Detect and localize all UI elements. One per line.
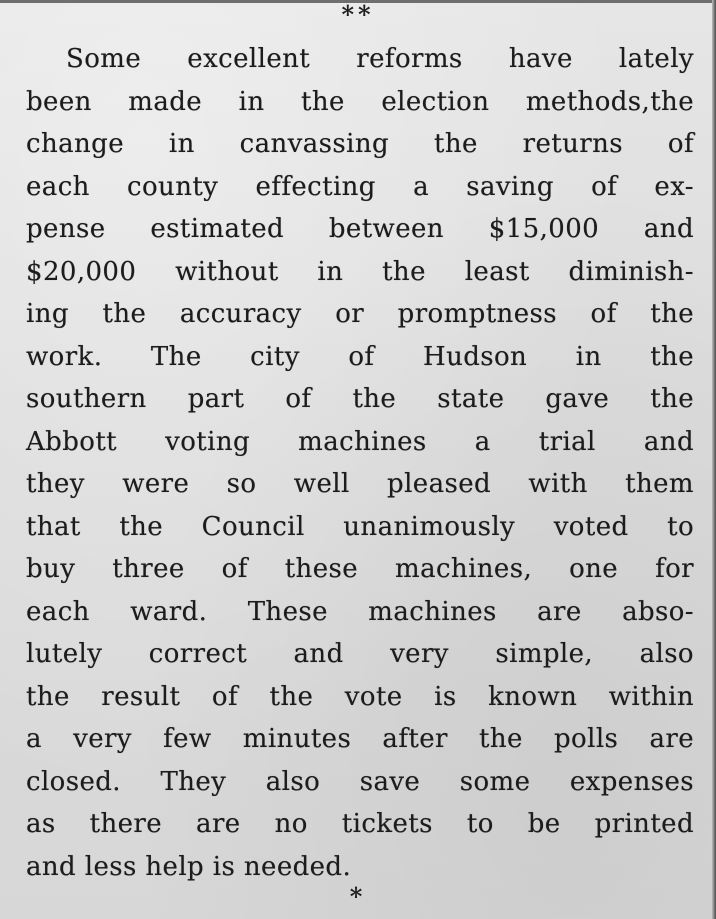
article-line: that the Council unanimously voted to bbox=[26, 511, 694, 542]
article-line-last: and less help is needed. bbox=[26, 851, 352, 882]
article-line: southern part of the state gave the bbox=[26, 384, 694, 414]
article-line: the result of the vote is known within bbox=[26, 681, 694, 712]
article-line: been made in the election methods,the bbox=[26, 86, 694, 117]
article-line: pense estimated between $15,000 and bbox=[26, 214, 694, 244]
article-line: buy three of these machines, one for bbox=[26, 554, 694, 584]
article-body bbox=[26, 38, 694, 888]
article-line: they were so well pleased with them bbox=[26, 469, 694, 499]
asterism-ornament-top: ** bbox=[341, 0, 375, 29]
article-line: closed. They also save some expenses bbox=[26, 766, 694, 797]
article-line: change in canvassing the returns of bbox=[26, 129, 694, 159]
article-line: work. The city of Hudson in the bbox=[26, 341, 694, 372]
article-line: $20,000 without in the least diminish- bbox=[26, 256, 694, 287]
asterism-ornament-bottom: * bbox=[349, 882, 367, 911]
article-line: a very few minutes after the polls are bbox=[26, 724, 694, 754]
article-line: lutely correct and very simple, also bbox=[26, 639, 694, 669]
article-line: as there are no tickets to be printed bbox=[26, 809, 694, 839]
article-line: each county effecting a saving of ex- bbox=[26, 171, 694, 202]
clipping-right-border bbox=[712, 0, 716, 919]
article-line: Abbott voting machines a trial and bbox=[26, 426, 694, 457]
article-line: Some excellent reforms have lately bbox=[66, 44, 694, 74]
article-line: ing the accuracy or promptness of the bbox=[26, 299, 694, 329]
article-line: each ward. These machines are abso- bbox=[26, 596, 694, 627]
